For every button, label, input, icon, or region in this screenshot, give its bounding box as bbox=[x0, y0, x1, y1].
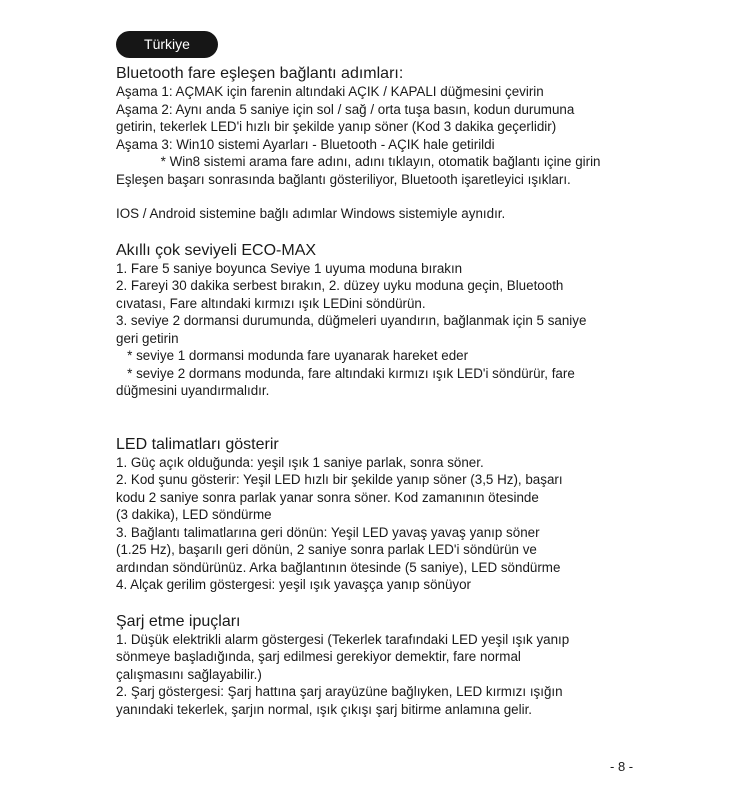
paragraph-line: yanındaki tekerlek, şarjın normal, ışık çıkışı şarj bitirme anlamına gelir. bbox=[116, 701, 533, 717]
paragraph-line: 2. Fareyi 30 dakika serbest bırakın, 2. düzey uyku moduna geçin, Bluetooth bbox=[116, 278, 564, 293]
paragraph-line: Aşama 1: AÇMAK için farenin altındaki AÇIK / KAPALI düğmesini çevirin bbox=[116, 84, 544, 99]
paragraph-line: 3. seviye 2 dormansi durumunda, düğmeleri uyandırın, bağlanmak için 5 saniye bbox=[116, 313, 587, 328]
charge-section-title: Şarj etme ipuçları bbox=[116, 612, 241, 630]
led-section-title: LED talimatları gösterir bbox=[116, 435, 279, 453]
paragraph-line: 4. Alçak gerilim göstergesi: yeşil ışık yavaşça yanıp sönüyor bbox=[116, 577, 472, 592]
paragraph-line: (1.25 Hz), başarılı geri dönün, 2 saniye sonra parlak LED'i söndürün ve bbox=[116, 542, 537, 557]
paragraph-line: 3. Bağlantı talimatlarına geri dönün: Yeşil LED yavaş yavaş yanıp söner bbox=[116, 524, 540, 540]
bluetooth-steps bbox=[116, 83, 676, 188]
manual-content bbox=[116, 64, 676, 718]
paragraph-line: 1. Güç açık olduğunda: yeşil ışık 1 saniye parlak, sonra söner. bbox=[116, 454, 484, 470]
paragraph-line: cıvatası, Fare altındaki kırmızı ışık LEDini söndürün. bbox=[116, 295, 426, 311]
bluetooth-section-title: Bluetooth fare eşleşen bağlantı adımları: bbox=[116, 65, 404, 82]
paragraph-line: sönmeye başladığında, şarj edilmesi gerekiyor demektir, fare normal bbox=[116, 649, 521, 664]
paragraph-line: Eşleşen başarı sonrasında bağlantı gösteriliyor, Bluetooth işaretleyici ışıkları. bbox=[116, 171, 571, 187]
paragraph-line: geri getirin bbox=[116, 330, 179, 346]
paragraph-line: * Win8 sistemi arama fare adını, adını tıklayın, otomatik bağlantı içine girin bbox=[116, 154, 601, 169]
paragraph-line: 1. Düşük elektrikli alarm göstergesi (Tekerlek tarafındaki LED yeşil ışık yanıp bbox=[116, 631, 570, 647]
charge-tips bbox=[116, 631, 676, 719]
eco-steps bbox=[116, 260, 676, 400]
paragraph-line: kodu 2 saniye sonra parlak yanar sonra söner. Kod zamanının ötesinde bbox=[116, 489, 539, 505]
ios-android-note: IOS / Android sistemine bağlı adımlar Windows sistemiyle aynıdır. bbox=[116, 206, 506, 221]
paragraph-line: * seviye 2 dormans modunda, fare altındaki kırmızı ışık LED'i söndürür, fare bbox=[116, 365, 575, 381]
language-badge: Türkiye bbox=[116, 31, 218, 58]
page-number: - 8 - bbox=[610, 759, 634, 774]
paragraph-line: Aşama 2: Aynı anda 5 saniye için sol / sağ / orta tuşa basın, kodun durumuna bbox=[116, 101, 575, 117]
eco-section-title: Akıllı çok seviyeli ECO-MAX bbox=[116, 241, 317, 259]
paragraph-line: düğmesini uyandırmalıdır. bbox=[116, 383, 270, 398]
paragraph-line: getirin, tekerlek LED'i hızlı bir şekilde yanıp söner (Kod 3 dakika geçerlidir) bbox=[116, 119, 557, 134]
paragraph-line: 2. Kod şunu gösterir: Yeşil LED hızlı bir şekilde yanıp söner (3,5 Hz), başarı bbox=[116, 472, 563, 487]
paragraph-line: Aşama 3: Win10 sistemi Ayarları - Bluetooth - AÇIK hale getirildi bbox=[116, 136, 495, 152]
paragraph-line: * seviye 1 dormansi modunda fare uyanarak hareket eder bbox=[116, 348, 469, 363]
paragraph-line: ardından söndürünüz. Arka bağlantının ötesinde (5 saniye), LED söndürme bbox=[116, 559, 561, 575]
paragraph-line: 1. Fare 5 saniye boyunca Seviye 1 uyuma moduna bırakın bbox=[116, 260, 463, 276]
paragraph-line: (3 dakika), LED söndürme bbox=[116, 507, 272, 522]
paragraph-line: çalışmasını sağlayabilir.) bbox=[116, 666, 262, 682]
led-steps bbox=[116, 454, 676, 594]
paragraph-line: 2. Şarj göstergesi: Şarj hattına şarj arayüzüne bağlıyken, LED kırmızı ışığın bbox=[116, 684, 563, 699]
